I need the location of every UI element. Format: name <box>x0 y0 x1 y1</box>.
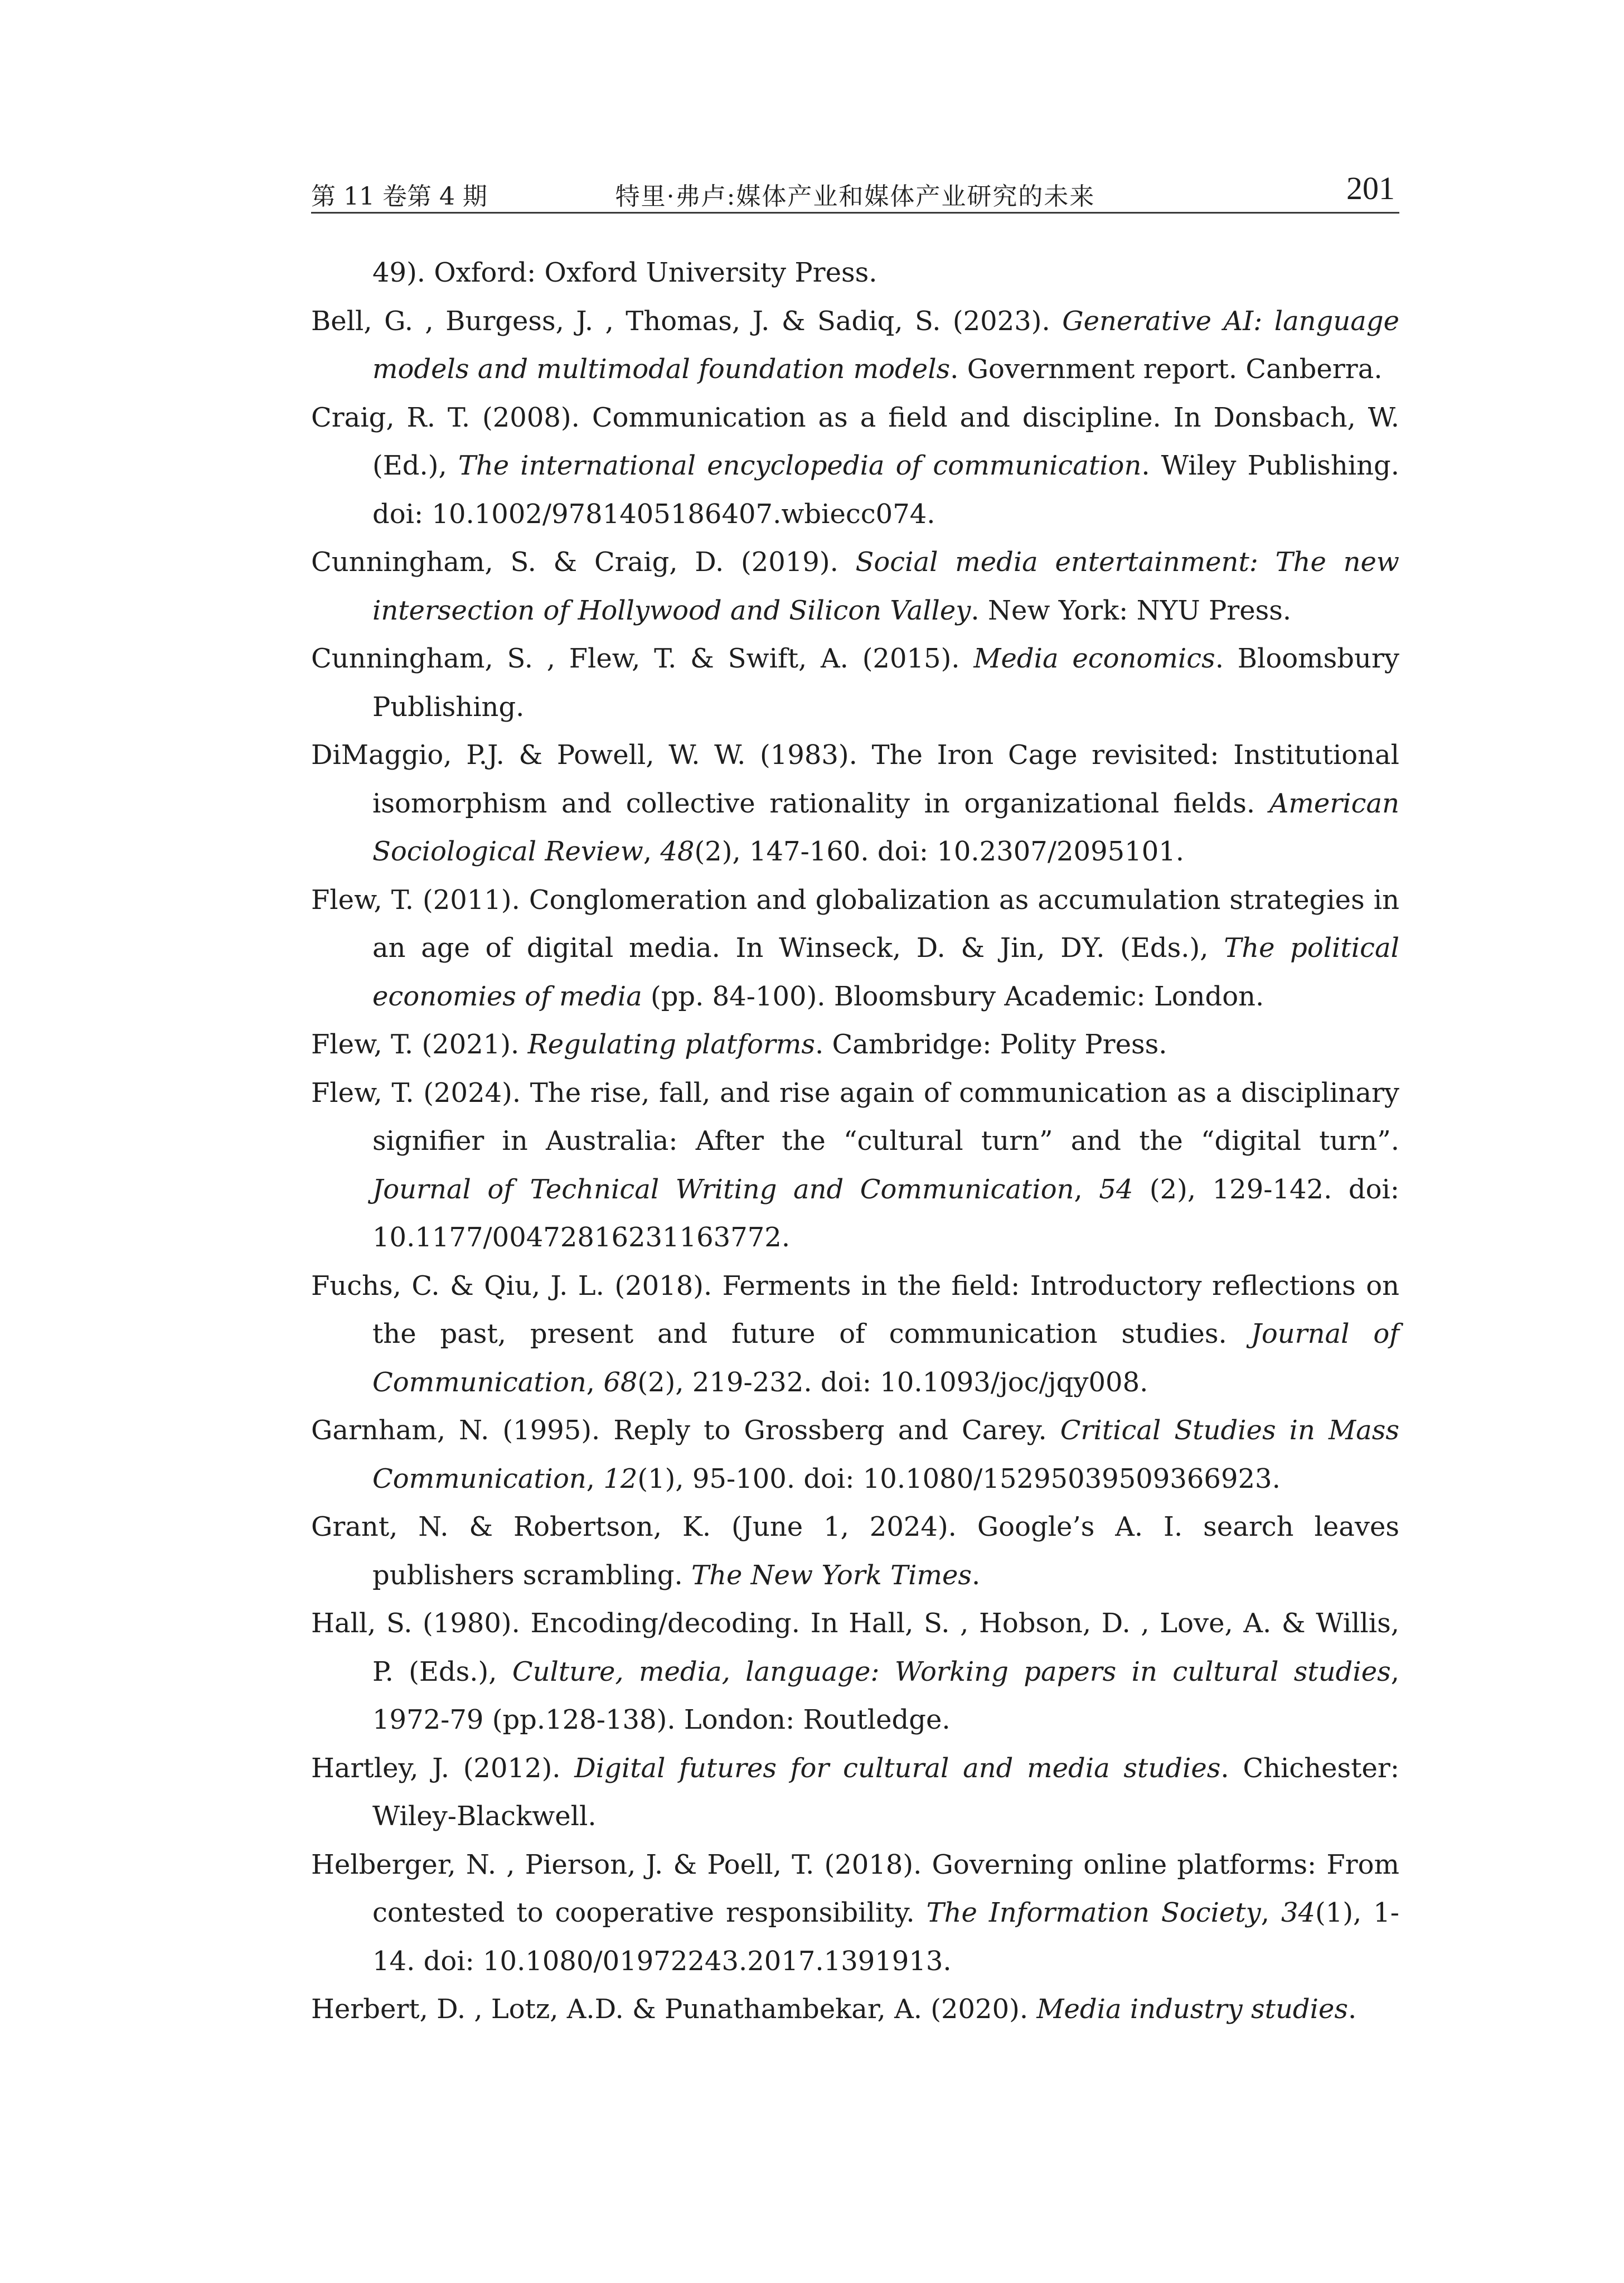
reference-entry <box>311 538 1399 635</box>
reference-title-segment: Digital futures for cultural and media studies <box>574 1752 1221 1784</box>
reference-text-segment: , <box>586 1463 604 1494</box>
reference-entry <box>311 1262 1399 1407</box>
reference-title-segment: 48 <box>660 836 695 867</box>
reference-title-segment: Regulating platforms <box>527 1029 816 1060</box>
reference-text-segment: Flew, T. (2011). Conglomeration and globalization as accumulation strategies in an age of digital media. In Winseck, D. & Jin, DY. (Eds.), <box>311 884 1399 964</box>
reference-list <box>311 249 1399 2034</box>
reference-text-segment: DiMaggio, P.J. & Powell, W. W. (1983). The Iron Cage revisited: Institutional isomorphism and collective rationality in organizational fields. <box>311 739 1399 819</box>
reference-title-segment: Media economics <box>973 643 1215 674</box>
reference-entry <box>311 1599 1399 1744</box>
reference-text-segment: (1), 1-14. doi: 10.1080/01972243.2017.1391913. <box>372 1897 1400 1977</box>
reference-entry <box>311 1985 1399 2034</box>
reference-title-segment: The political economies of media <box>372 932 1400 1012</box>
reference-text-segment: Cunningham, S. & Craig, D. (2019). <box>311 546 856 578</box>
reference-title-segment: Critical Studies in Mass Communication <box>372 1415 1399 1494</box>
reference-text-segment: Grant, N. & Robertson, K. (June 1, 2024). Google’s A. I. search leaves publishers scrambling. <box>311 1511 1399 1591</box>
reference-title-segment: 34 <box>1281 1897 1316 1928</box>
reference-text-segment: . <box>1347 1994 1357 2025</box>
page-number: 201 <box>1346 170 1395 206</box>
reference-entry <box>311 249 1399 297</box>
reference-text-segment: Cunningham, S. , Flew, T. & Swift, A. (2015). <box>311 643 974 674</box>
reference-title-segment: American Sociological Review <box>372 787 1399 867</box>
reference-text-segment: 49). Oxford: Oxford University Press. <box>372 257 878 288</box>
reference-title-segment: 54 <box>1099 1173 1133 1205</box>
reference-entry <box>311 1503 1399 1599</box>
reference-title-segment: Media industry studies <box>1036 1994 1348 2025</box>
reference-text-segment: (1), 95-100. doi: 10.1080/15295039509366923. <box>637 1463 1281 1494</box>
reference-entry <box>311 1020 1399 1069</box>
reference-text-segment: (2), 219-232. doi: 10.1093/joc/jqy008. <box>637 1366 1148 1398</box>
reference-entry <box>311 1406 1399 1503</box>
reference-text-segment: Fuchs, C. & Qiu, J. L. (2018). Ferments in the field: Introductory reflections on the past, present and future of communication studies. <box>311 1270 1399 1350</box>
reference-entry <box>311 394 1399 539</box>
reference-text-segment: Helberger, N. , Pierson, J. & Poell, T. (2018). Governing online platforms: From contested to cooperative responsibility. <box>311 1849 1399 1928</box>
running-title: 特里·弗卢:媒体产业和媒体产业研究的未来 <box>615 182 1095 211</box>
reference-title-segment: Journal of Technical Writing and Communication <box>372 1173 1074 1205</box>
reference-text-segment: Garnham, N. (1995). Reply to Grossberg and Carey. <box>311 1415 1060 1446</box>
reference-text-segment: . Chichester: Wiley-Blackwell. <box>372 1752 1399 1832</box>
reference-text-segment: (2), 147-160. doi: 10.2307/2095101. <box>694 836 1185 867</box>
reference-text-segment: Herbert, D. , Lotz, A.D. & Punathambekar, A. (2020). <box>311 1994 1037 2025</box>
reference-entry <box>311 1744 1399 1841</box>
reference-entry <box>311 297 1399 394</box>
reference-text-segment: , <box>1261 1897 1281 1928</box>
reference-title-segment: The international encyclopedia of communication <box>458 450 1142 481</box>
reference-text-segment: . Cambridge: Polity Press. <box>815 1029 1167 1060</box>
reference-title-segment: The Information Society <box>926 1897 1261 1928</box>
journal-issue: 第 11 卷第 4 期 <box>311 182 487 211</box>
reference-entry <box>311 1069 1399 1262</box>
reference-entry <box>311 876 1399 1021</box>
reference-text-segment: . Bloomsbury Publishing. <box>372 643 1400 723</box>
reference-entry <box>311 731 1399 876</box>
reference-text-segment: , <box>1074 1173 1099 1205</box>
reference-text-segment: (pp. 84-100). Bloomsbury Academic: London. <box>642 980 1264 1012</box>
reference-text-segment: Bell, G. , Burgess, J. , Thomas, J. & Sadiq, S. (2023). <box>311 305 1063 337</box>
reference-text-segment: , <box>643 836 661 867</box>
reference-text-segment: Flew, T. (2024). The rise, fall, and rise again of communication as a disciplinary signifier in Australia: After the “cultural turn” and the “digital turn”. <box>311 1077 1399 1157</box>
reference-title-segment: Journal of Communication <box>372 1318 1399 1398</box>
reference-title-segment: The New York Times <box>691 1559 972 1591</box>
reference-title-segment: Culture, media, language: Working papers in cultural studies <box>512 1656 1391 1687</box>
reference-text-segment: Hall, S. (1980). Encoding/decoding. In Hall, S. , Hobson, D. , Love, A. & Willis, P. (Eds.), <box>311 1608 1399 1687</box>
reference-text-segment: . Government report. Canberra. <box>950 354 1383 385</box>
reference-text-segment: Hartley, J. (2012). <box>311 1752 575 1784</box>
reference-title-segment: 12 <box>603 1463 638 1494</box>
reference-text-segment: (2), 129-142. doi: 10.1177/00472816231163772. <box>372 1173 1400 1253</box>
reference-text-segment: . Wiley Publishing. doi: 10.1002/9781405186407.wbiecc074. <box>372 450 1399 530</box>
reference-title-segment: Social media entertainment: The new intersection of Hollywood and Silicon Valley <box>372 546 1399 626</box>
reference-text-segment: . New York: NYU Press. <box>971 594 1292 626</box>
reference-text-segment: Craig, R. T. (2008). Communication as a field and discipline. In Donsbach, W. (Ed.), <box>311 402 1399 481</box>
running-header <box>311 167 1399 214</box>
reference-entry <box>311 635 1399 731</box>
reference-text-segment: Flew, T. (2021). <box>311 1029 528 1060</box>
reference-title-segment: 68 <box>603 1366 638 1398</box>
reference-entry <box>311 1841 1399 1986</box>
reference-text-segment: , 1972-79 (pp.128-138). London: Routledge. <box>372 1656 1400 1735</box>
reference-title-segment: Generative AI: language models and multimodal foundation models <box>372 305 1399 385</box>
reference-text-segment: , <box>586 1366 604 1398</box>
reference-text-segment: . <box>972 1559 981 1591</box>
